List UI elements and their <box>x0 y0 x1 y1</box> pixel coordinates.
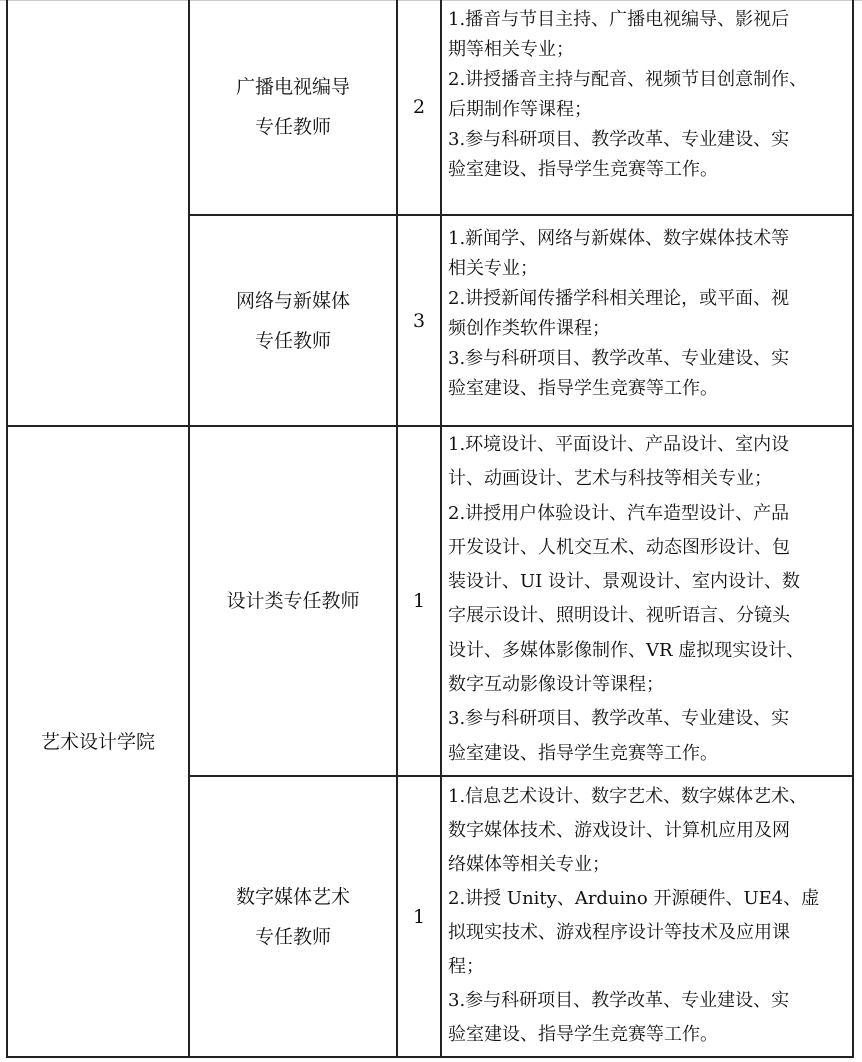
count-cell <box>398 777 440 1056</box>
position-cell <box>190 216 396 425</box>
requirement-line: 计、动画设计、艺术与科技等相关专业； <box>448 468 772 490</box>
position-line: 广播电视编导 <box>235 76 350 98</box>
requirement-line: 验室建设、指导学生竞赛等工作。 <box>448 742 718 764</box>
requirements-cell <box>448 780 850 1052</box>
requirement-line: 3.参与科研项目、教学改革、专业建设、实 <box>448 990 790 1011</box>
table-border-right <box>852 0 854 1058</box>
requirement-line: 装设计、UI 设计、景观设计、室内设计、数 <box>448 571 801 593</box>
requirement-line: 开发设计、人机交互术、动态图形设计、包 <box>448 536 790 558</box>
position-line: 专任教师 <box>254 329 331 352</box>
requirement-line: 2.讲授用户体验设计、汽车造型设计、产品 <box>448 502 790 524</box>
headcount: 3 <box>412 309 426 332</box>
requirement-line: 数字媒体技术、游戏设计、计算机应用及网 <box>448 820 790 841</box>
requirement-line: 期等相关专业； <box>448 39 574 60</box>
table-border-bottom <box>6 1056 854 1058</box>
requirement-line: 数字互动影像设计等课程； <box>448 674 664 696</box>
requirement-line: 设计、多媒体影像制作、VR 虚拟现实设计、 <box>448 639 805 661</box>
headcount: 1 <box>412 905 426 928</box>
requirements-cell <box>448 428 850 771</box>
count-cell <box>398 216 440 425</box>
requirement-line: 程； <box>448 956 484 977</box>
requirement-line: 1.信息艺术设计、数字艺术、数字媒体艺术、 <box>448 786 808 807</box>
position-line: 设计类专任教师 <box>226 590 360 612</box>
headcount: 2 <box>412 96 426 118</box>
position-line: 专任教师 <box>254 116 331 138</box>
requirement-line: 验室建设、指导学生竞赛等工作。 <box>448 159 718 180</box>
column-divider-count <box>440 0 442 1058</box>
requirement-line: 3.参与科研项目、教学改革、专业建设、实 <box>448 348 790 369</box>
position-cell <box>190 427 396 775</box>
requirement-line: 2.讲授播音主持与配音、视频节目创意制作、 <box>448 69 808 90</box>
requirement-line: 1.环境设计、平面设计、产品设计、室内设 <box>448 434 790 455</box>
requirement-line: 2.讲授 Unity、Arduino 开源硬件、UE4、虚 <box>448 888 820 909</box>
requirement-line: 后期制作等课程； <box>448 99 592 120</box>
requirements-cell <box>448 5 850 185</box>
position-cell <box>190 777 396 1056</box>
requirement-line: 频创作类软件课程； <box>448 318 610 339</box>
requirement-line: 3.参与科研项目、教学改革、专业建设、实 <box>448 708 790 730</box>
requirement-line: 相关专业； <box>448 258 538 279</box>
count-cell <box>398 427 440 775</box>
requirement-line: 字展示设计、照明设计、视听语言、分镜头 <box>448 605 790 627</box>
requirement-line: 验室建设、指导学生竞赛等工作。 <box>448 1024 718 1045</box>
count-cell <box>398 0 440 214</box>
requirement-line: 3.参与科研项目、教学改革、专业建设、实 <box>448 129 790 150</box>
position-line: 专任教师 <box>254 925 331 948</box>
department-cell <box>8 427 188 1056</box>
requirement-line: 验室建设、指导学生竞赛等工作。 <box>448 378 718 399</box>
position-cell <box>190 0 396 214</box>
requirement-line: 2.讲授新闻传播学科相关理论，或平面、视 <box>448 288 790 309</box>
position-line: 数字媒体艺术 <box>235 885 350 908</box>
requirements-cell <box>448 224 850 404</box>
requirement-line: 1.播音与节目主持、广播电视编导、影视后 <box>448 9 790 30</box>
requirement-line: 1.新闻学、网络与新媒体、数字媒体技术等 <box>448 228 790 249</box>
department-name: 艺术设计学院 <box>40 730 155 753</box>
requirement-line: 络媒体等相关专业； <box>448 854 610 875</box>
requirement-line: 拟现实技术、游戏程序设计等技术及应用课 <box>448 922 790 943</box>
headcount: 1 <box>412 590 426 612</box>
position-line: 网络与新媒体 <box>235 289 350 312</box>
